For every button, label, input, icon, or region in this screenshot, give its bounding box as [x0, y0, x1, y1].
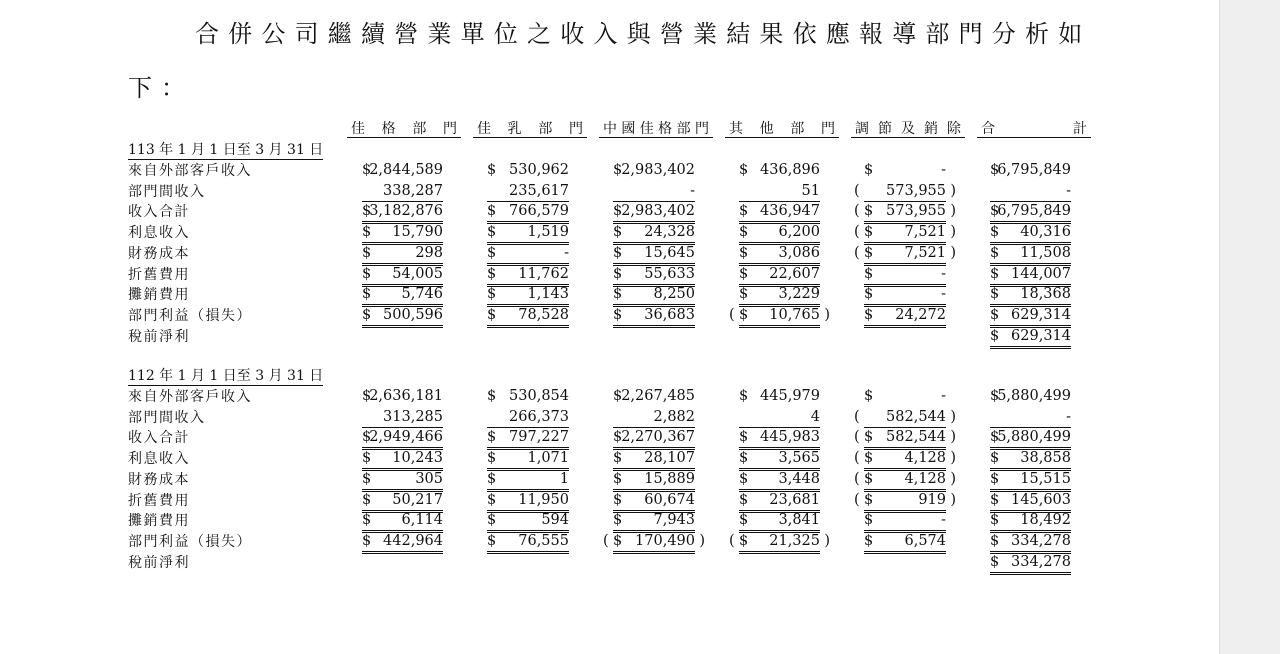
table-cell: $ -: [864, 510, 946, 533]
document-heading: 合併公司繼續營業單位之收入與營業結果依應報導部門分析如: [195, 20, 1092, 48]
table-cell: ( ) $ 573,955: [864, 201, 946, 224]
table-cell: $ 55,633: [613, 264, 695, 287]
table-cell: $ 3,841: [739, 510, 820, 533]
row-label: 攤銷費用: [128, 287, 190, 304]
table-cell: ( ) $ 4,128: [864, 448, 946, 471]
table-cell: ( ) $ 7,521: [864, 222, 946, 245]
table-cell: $ 1,143: [487, 284, 569, 307]
viewer-scroll-gutter[interactable]: [1219, 0, 1280, 654]
table-cell: $ 36,683: [613, 305, 695, 328]
column-header: 佳 格 部 門: [347, 118, 461, 138]
table-cell: $ 2,636,181: [362, 388, 443, 404]
table-cell: $ 2,844,589: [362, 162, 443, 178]
table-cell: $ 5,746: [362, 284, 443, 307]
table-cell: $ -: [864, 264, 946, 287]
table-cell: $ 1: [487, 469, 569, 492]
row-label: 折舊費用: [128, 492, 190, 509]
table-cell: $ 24,272: [864, 305, 946, 328]
column-header: 佳 乳 部 門: [473, 118, 587, 138]
table-cell: $ -: [864, 284, 946, 307]
table-cell: $ 500,596: [362, 305, 443, 328]
table-cell: $ 18,492: [990, 510, 1071, 533]
table-cell: $ 436,896: [739, 162, 820, 178]
column-header: 合 計: [977, 118, 1091, 138]
table-cell: $ 6,795,849: [990, 162, 1071, 178]
table-cell: $ 3,229: [739, 284, 820, 307]
table-cell: $ 11,762: [487, 264, 569, 287]
row-label: 收入合計: [128, 430, 190, 447]
table-cell: $ 766,579: [487, 201, 569, 224]
table-cell: $ 5,880,499: [990, 388, 1071, 404]
table-cell: $ 6,795,849: [990, 201, 1071, 224]
table-cell: ( ) $ 10,765: [739, 305, 820, 328]
row-label: 稅前淨利: [128, 328, 190, 345]
table-cell: $ 445,979: [739, 388, 820, 404]
table-cell: -: [990, 407, 1071, 428]
table-cell: $ 28,107: [613, 448, 695, 471]
row-label: 利息收入: [128, 451, 190, 468]
table-cell: $ 15,889: [613, 469, 695, 492]
table-cell: 2,882: [613, 407, 695, 428]
table-cell: $ 530,854: [487, 388, 569, 404]
table-cell: $ 8,250: [613, 284, 695, 307]
table-cell: 266,373: [487, 407, 569, 428]
table-cell: $ 442,964: [362, 531, 443, 554]
table-cell: ( ) 573,955: [864, 181, 946, 202]
table-cell: $ -: [864, 388, 946, 404]
table-cell: $ 3,565: [739, 448, 820, 471]
table-cell: $ 629,314: [990, 326, 1071, 349]
table-cell: $ 1,071: [487, 448, 569, 471]
table-cell: $ 797,227: [487, 427, 569, 450]
table-cell: $ 15,645: [613, 243, 695, 266]
table-cell: ( ) $ 170,490: [613, 531, 695, 554]
table-cell: $ 10,243: [362, 448, 443, 471]
table-cell: $ 11,950: [487, 490, 569, 513]
table-cell: $ 38,858: [990, 448, 1071, 471]
table-cell: $ 1,519: [487, 222, 569, 245]
row-label: 折舊費用: [128, 266, 190, 283]
table-cell: ( ) $ 7,521: [864, 243, 946, 266]
table-cell: $ 15,515: [990, 469, 1071, 492]
table-cell: 4: [739, 407, 820, 428]
table-cell: $ 2,949,466: [362, 427, 443, 450]
table-cell: ( ) $ 4,128: [864, 469, 946, 492]
row-label: 來自外部客戶收入: [128, 163, 252, 179]
table-cell: $ 3,182,876: [362, 201, 443, 224]
table-cell: 51: [739, 181, 820, 202]
table-cell: $ 11,508: [990, 243, 1071, 266]
table-cell: -: [990, 181, 1071, 202]
table-cell: 338,287: [362, 181, 443, 202]
row-label: 部門間收入: [128, 409, 206, 426]
table-cell: 235,617: [487, 181, 569, 202]
row-label: 來自外部客戶收入: [128, 389, 252, 405]
table-cell: $ 50,217: [362, 490, 443, 513]
table-cell: $ 54,005: [362, 264, 443, 287]
row-label: 部門間收入: [128, 183, 206, 200]
table-cell: $ -: [487, 243, 569, 266]
table-cell: $ 78,528: [487, 305, 569, 328]
table-cell: -: [613, 181, 695, 202]
column-header: 中 國 佳 格 部 門: [599, 118, 713, 138]
period-heading: 112 年 1 月 1 日至 3 月 31 日: [128, 368, 324, 384]
table-cell: $ 436,947: [739, 201, 820, 224]
table-cell: $ 334,278: [990, 552, 1071, 575]
period-heading: 113 年 1 月 1 日至 3 月 31 日: [128, 142, 324, 158]
table-cell: $ 594: [487, 510, 569, 533]
column-header: 調 節 及 銷 除: [851, 118, 965, 138]
table-cell: $ 334,278: [990, 531, 1071, 554]
table-cell: $ 2,983,402: [613, 201, 695, 224]
table-cell: $ 530,962: [487, 162, 569, 178]
table-cell: $ 23,681: [739, 490, 820, 513]
table-cell: $ 60,674: [613, 490, 695, 513]
table-cell: ( ) 582,544: [864, 407, 946, 428]
table-cell: $ 445,983: [739, 427, 820, 450]
table-cell: $ 7,943: [613, 510, 695, 533]
table-cell: $ 5,880,499: [990, 427, 1071, 450]
table-cell: ( ) $ 582,544: [864, 427, 946, 450]
column-header: 其 他 部 門: [725, 118, 839, 138]
table-cell: $ 144,007: [990, 264, 1071, 287]
table-cell: $ 6,200: [739, 222, 820, 245]
row-label: 攤銷費用: [128, 513, 190, 530]
table-cell: $ 40,316: [990, 222, 1071, 245]
table-cell: $ 145,603: [990, 490, 1071, 513]
table-cell: $ 18,368: [990, 284, 1071, 307]
row-label: 稅前淨利: [128, 554, 190, 571]
table-cell: $ 305: [362, 469, 443, 492]
table-cell: $ -: [864, 162, 946, 178]
table-cell: $ 6,574: [864, 531, 946, 554]
table-cell: $ 24,328: [613, 222, 695, 245]
row-label: 財務成本: [128, 245, 190, 262]
table-cell: ( ) $ 21,325: [739, 531, 820, 554]
table-cell: $ 76,555: [487, 531, 569, 554]
table-cell: 313,285: [362, 407, 443, 428]
row-label: 部門利益（損失）: [128, 533, 252, 550]
document-heading-continued: 下：: [128, 74, 194, 102]
table-cell: $ 22,607: [739, 264, 820, 287]
row-label: 收入合計: [128, 204, 190, 221]
table-cell: $ 298: [362, 243, 443, 266]
table-cell: $ 15,790: [362, 222, 443, 245]
table-cell: $ 629,314: [990, 305, 1071, 328]
table-cell: $ 2,983,402: [613, 162, 695, 178]
table-cell: $ 3,086: [739, 243, 820, 266]
row-label: 財務成本: [128, 471, 190, 488]
row-label: 利息收入: [128, 225, 190, 242]
table-cell: $ 2,270,367: [613, 427, 695, 450]
table-cell: $ 2,267,485: [613, 388, 695, 404]
table-cell: $ 6,114: [362, 510, 443, 533]
table-cell: ( ) $ 919: [864, 490, 946, 513]
table-cell: $ 3,448: [739, 469, 820, 492]
row-label: 部門利益（損失）: [128, 307, 252, 324]
